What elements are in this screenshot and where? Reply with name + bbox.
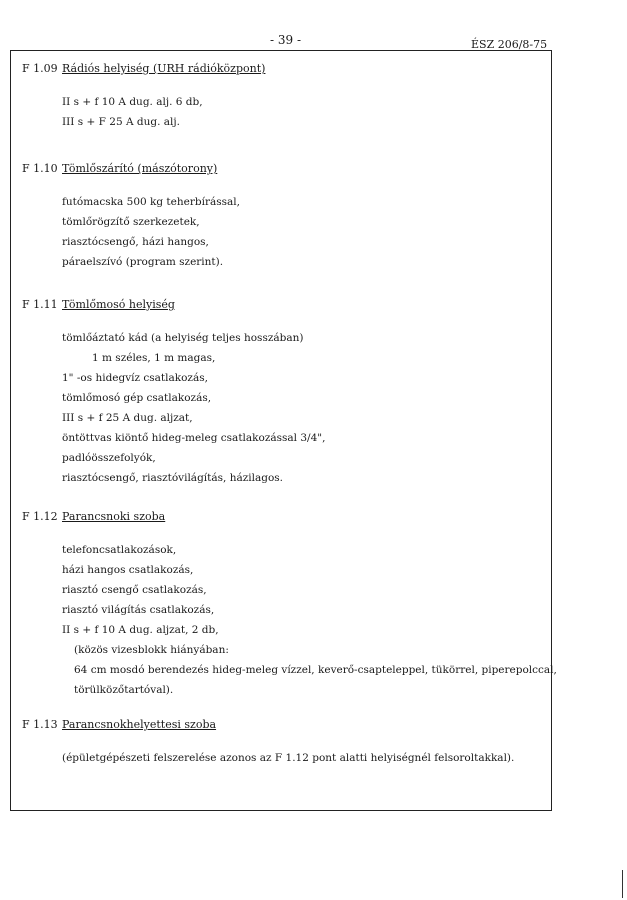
item-line: telefoncsatlakozások, <box>62 544 177 556</box>
document-reference: ÉSZ 206/8-75 <box>471 38 548 51</box>
item-line: padlóösszefolyók, <box>62 452 156 464</box>
frame-bottom-rule <box>10 810 551 811</box>
item-line: futómacska 500 kg teherbírással, <box>62 196 240 208</box>
item-line: 1 m széles, 1 m magas, <box>92 352 216 364</box>
section-title: Parancsnokhelyettesi szoba <box>62 718 217 731</box>
section-code: F 1.09 <box>22 62 58 75</box>
item-line: riasztócsengő, riasztóvilágítás, házilagos. <box>62 472 283 484</box>
section-title: Parancsnoki szoba <box>62 510 166 523</box>
item-line: tömlőmosó gép csatlakozás, <box>62 392 212 404</box>
item-line: riasztó világítás csatlakozás, <box>62 604 215 616</box>
section-items <box>62 328 325 488</box>
section-title: Tömlőszárító (mászótorony) <box>62 162 218 175</box>
item-line: 64 cm mosdó berendezés hideg-meleg vízzel, keverő-csapteleppel, tükörrel, piperepolccal, <box>74 664 557 676</box>
item-line: páraelszívó (program szerint). <box>62 256 224 268</box>
section-title: Tömlőmosó helyiség <box>62 298 175 311</box>
section-items <box>62 92 203 132</box>
margin-mark <box>622 870 623 898</box>
item-line: tömlőrögzítő szerkezetek, <box>62 216 200 228</box>
item-line: öntöttvas kiöntő hideg-meleg csatlakozással 3/4", <box>62 432 326 444</box>
section-items <box>62 748 514 768</box>
section-code: F 1.11 <box>22 298 58 311</box>
item-line: III s + F 25 A dug. alj. <box>62 116 180 128</box>
item-line: riasztócsengő, házi hangos, <box>62 236 209 248</box>
item-line: 1" -os hidegvíz csatlakozás, <box>62 372 208 384</box>
item-line: riasztó csengő csatlakozás, <box>62 584 207 596</box>
item-line: II s + f 10 A dug. alj. 6 db, <box>62 96 203 108</box>
section-code: F 1.13 <box>22 718 58 731</box>
section-code: F 1.12 <box>22 510 58 523</box>
section-title: Rádiós helyiség (URH rádióközpont) <box>62 62 266 75</box>
page-number: - 39 - <box>270 33 302 47</box>
section-items <box>62 192 240 272</box>
section-code: F 1.10 <box>22 162 58 175</box>
item-line: II s + f 10 A dug. aljzat, 2 db, <box>62 624 219 636</box>
item-line: (épületgépészeti felszerelése azonos az F 1.12 pont alatti helyiségnél felsoroltakkal). <box>62 752 515 764</box>
item-line: tömlőáztató kád (a helyiség teljes hosszában) <box>62 332 304 344</box>
section-items <box>62 540 557 700</box>
item-line: III s + f 25 A dug. aljzat, <box>62 412 193 424</box>
item-line: (közös vizesblokk hiányában: <box>74 644 229 656</box>
item-line: házi hangos csatlakozás, <box>62 564 194 576</box>
item-line: törülközőtartóval). <box>74 684 174 696</box>
